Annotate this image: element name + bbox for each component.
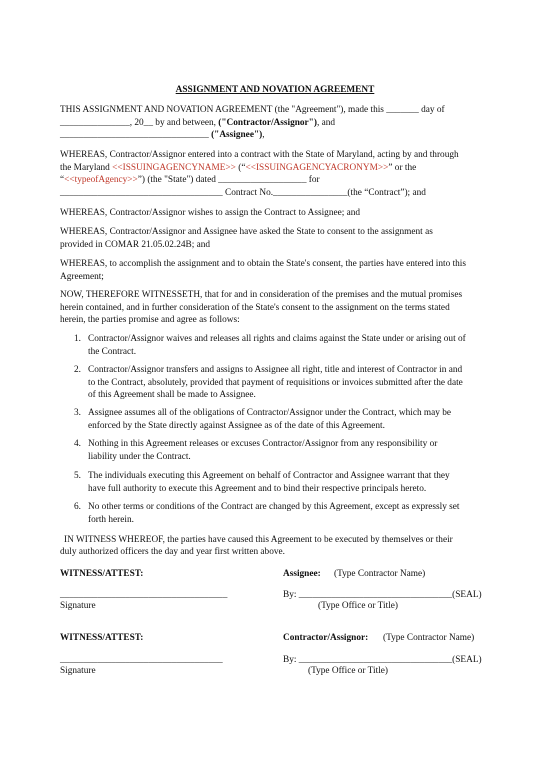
agency-acronym-placeholder: <<ISSUINGAGENCYACRONYM>> [245,162,389,173]
witness-signature-line[interactable]: ___________________________________ [60,655,223,665]
assignee-by-line[interactable]: By: _________________________________(SEAL) [283,590,482,600]
witness-signature-line[interactable]: ____________________________________ [60,590,228,600]
list-item: 5. The individuals executing this Agreement on behalf of Contractor and Assignee warrant that they have full authority to execute this Agreement and to bind their respective principals hereto. [74,471,450,494]
list-item: 3. Assignee assumes all of the obligations of Contractor/Assignor under the Contract, which may be enforced by the State directly against Assignee as of the date of this Agreement. [74,408,452,431]
contractor-office-field[interactable]: (Type Office or Title) [308,666,388,676]
list-item: 4. Nothing in this Agreement releases or excuses Contractor/Assignor from any responsibility or liability under the Contract. [74,439,438,462]
whereas-consent-paragraph: WHEREAS, Contractor/Assignor and Assignee have asked the State to consent to the assignment as provided in COMAR 21.05.02.24B; and [60,227,433,250]
list-item: 6. No other terms or conditions of the Contract are changed by this Agreement, except as expressly set forth herein. [74,502,460,525]
assignee-name-field[interactable]: (Type Contractor Name) [334,569,426,579]
list-item: 2. Contractor/Assignor transfers and assigns to Assignee all right, title and interest of Contractor in and to the Contract, absolutely, provided that payment of requisitions or invoices submitted after the date of this Agreement shall be made to Assignee. [74,365,463,401]
document-title: ASSIGNMENT AND NOVATION AGREEMENT [175,85,375,95]
contractor-by-line[interactable]: By: _________________________________(SEAL) [283,655,482,665]
witness-attest-label: WITNESS/ATTEST: [60,633,144,643]
intro-line-3: ________________________________ ("Assignee"), [60,130,265,141]
agency-name-placeholder: <<ISSUINGAGENCYNAME>> [112,162,236,173]
intro-line-1: THIS ASSIGNMENT AND NOVATION AGREEMENT (the "Agreement"), made this _______ day of [60,105,445,115]
witness-line-2: duly authorized officers the day and year first written above. [60,547,285,557]
intro-line-2: _______________, 20__ by and between, ("Contractor/Assignor"), and [60,117,336,128]
signature-label: Signature [60,601,96,611]
assignee-office-field[interactable]: (Type Office or Title) [318,601,398,611]
intro-paragraph [60,104,494,142]
whereas-accomplish-paragraph: WHEREAS, to accomplish the assignment and to obtain the State's consent, the parties have entered into this Agreement; [60,259,466,282]
contractor-assignor-label: Contractor/Assignor: [283,633,369,643]
whereas-assign-paragraph: WHEREAS, Contractor/Assignor wishes to assign the Contract to Assignee; and [60,208,361,218]
agency-type-placeholder: <<typeofAgency>> [64,175,138,186]
signature-label: Signature [60,666,96,676]
now-therefore-paragraph: NOW, THEREFORE WITNESSETH, that for and in consideration of the premises and the mutual promises herein contained, and in further consideration of the State's consent to the assignment on the terms stated herein, the parties promise and agree as follows: [60,290,463,326]
list-item: 1. Contractor/Assignor waives and releases all rights and claims against the State under or arising out of the Contract. [74,334,466,357]
witness-paragraph: IN WITNESS WHEREOF, the parties have caused this Agreement to be executed by themselves or their [64,535,453,545]
witness-attest-label: WITNESS/ATTEST: [60,569,144,579]
whereas-contract-paragraph: WHEREAS, Contractor/Assignor entered into a contract with the State of Maryland, acting by and through the Maryland <<ISSUINGAGENCYNAME>> (“<<ISSUINGAGENCYACRONYM>>” or the “<<typeofAgency>>”) (the "State") dated ___________________ for ___________________________________ Contract No.________________(the “Contract”); and [60,150,459,198]
contractor-name-field[interactable]: (Type Contractor Name) [383,633,475,643]
assignee-label: Assignee: [283,569,321,579]
